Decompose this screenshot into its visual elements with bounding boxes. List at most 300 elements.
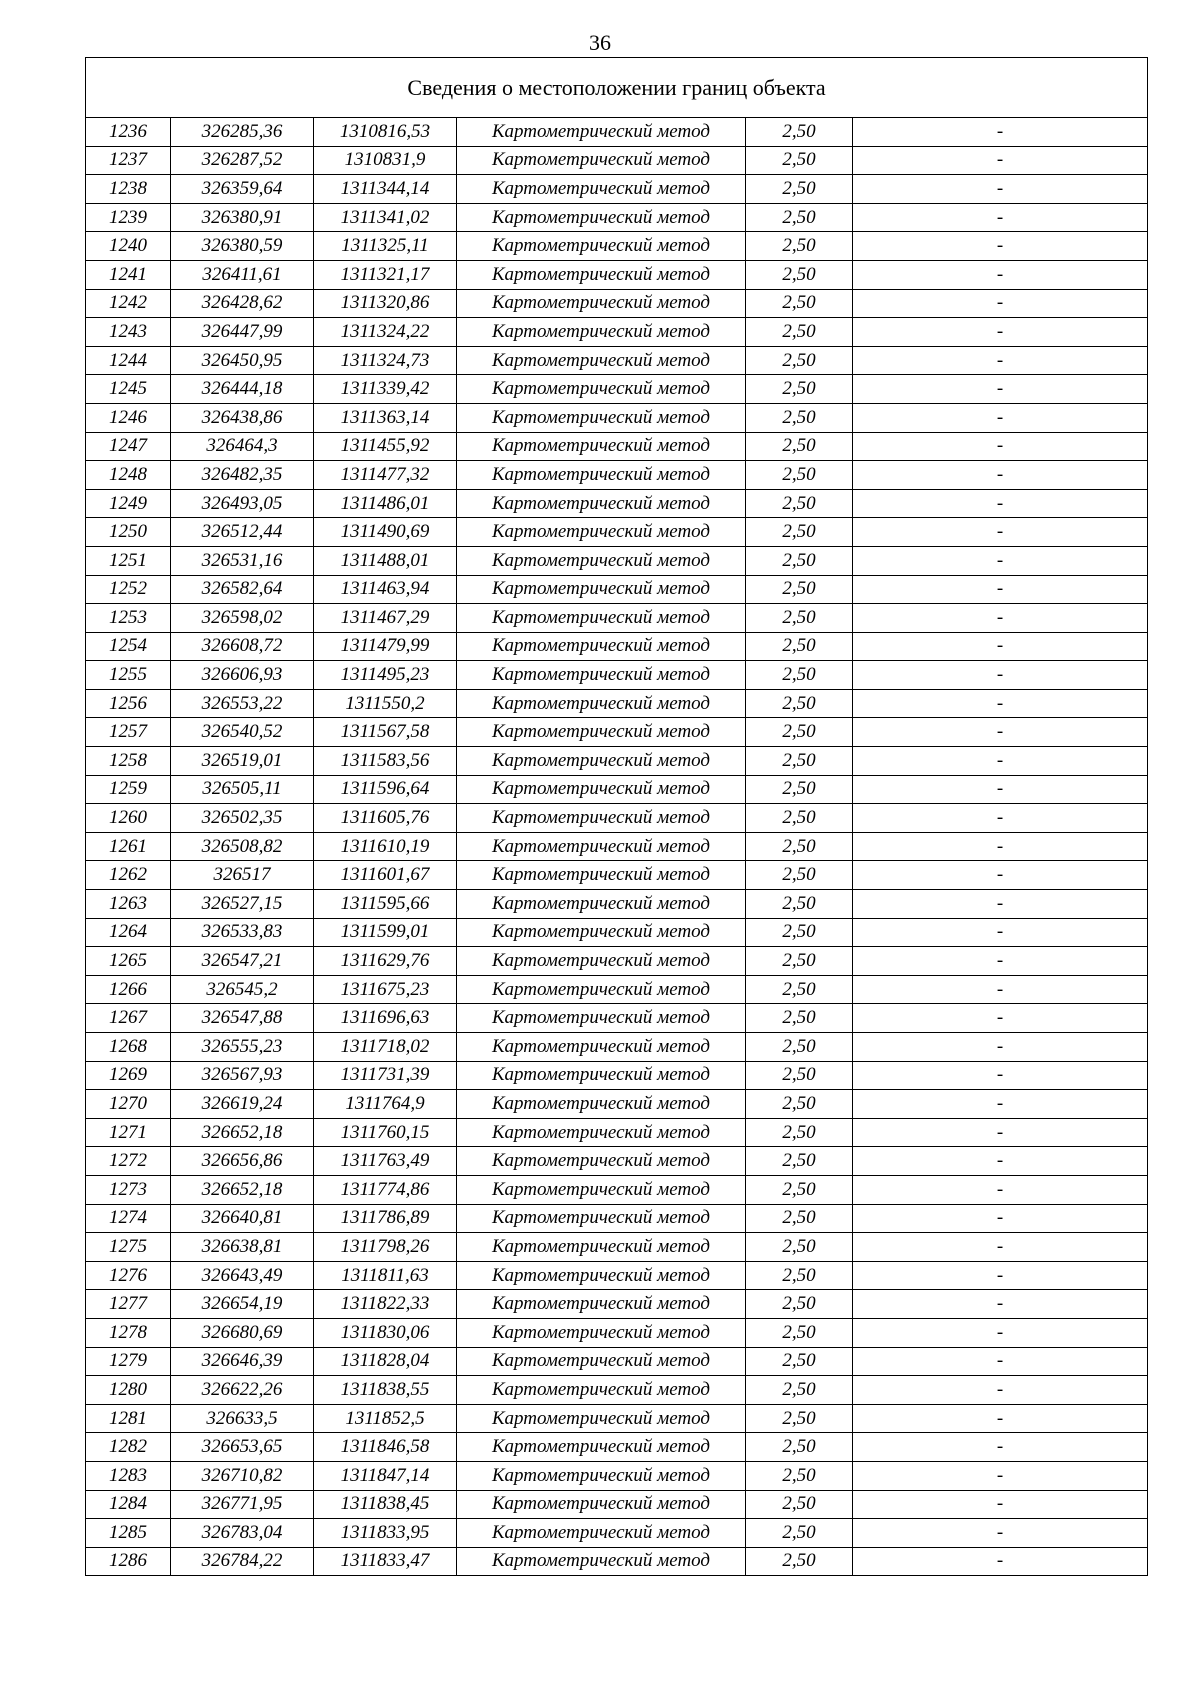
x-coordinate-cell: 326359,64: [171, 175, 314, 204]
method-cell: Картометрический метод: [457, 1347, 746, 1376]
method-cell: Картометрический метод: [457, 461, 746, 490]
accuracy-cell: 2,50: [746, 1404, 853, 1433]
point-number-cell: 1258: [86, 747, 171, 776]
method-cell: Картометрический метод: [457, 718, 746, 747]
accuracy-cell: 2,50: [746, 1261, 853, 1290]
point-number-cell: 1255: [86, 661, 171, 690]
y-coordinate-cell: 1311463,94: [314, 575, 457, 604]
method-cell: Картометрический метод: [457, 403, 746, 432]
description-cell: -: [853, 604, 1148, 633]
y-coordinate-cell: 1311798,26: [314, 1233, 457, 1262]
table-row: [86, 1547, 1148, 1576]
point-number-cell: 1250: [86, 518, 171, 547]
accuracy-cell: 2,50: [746, 604, 853, 633]
x-coordinate-cell: 326508,82: [171, 832, 314, 861]
x-coordinate-cell: 326547,21: [171, 947, 314, 976]
table-row: [86, 1318, 1148, 1347]
y-coordinate-cell: 1311567,58: [314, 718, 457, 747]
y-coordinate-cell: 1311486,01: [314, 489, 457, 518]
description-cell: -: [853, 146, 1148, 175]
x-coordinate-cell: 326527,15: [171, 890, 314, 919]
method-cell: Картометрический метод: [457, 1376, 746, 1405]
method-cell: Картометрический метод: [457, 1519, 746, 1548]
accuracy-cell: 2,50: [746, 1490, 853, 1519]
point-number-cell: 1275: [86, 1233, 171, 1262]
description-cell: -: [853, 461, 1148, 490]
accuracy-cell: 2,50: [746, 1318, 853, 1347]
point-number-cell: 1265: [86, 947, 171, 976]
description-cell: -: [853, 346, 1148, 375]
table-row: [86, 832, 1148, 861]
description-cell: -: [853, 918, 1148, 947]
point-number-cell: 1274: [86, 1204, 171, 1233]
accuracy-cell: 2,50: [746, 575, 853, 604]
x-coordinate-cell: 326582,64: [171, 575, 314, 604]
table-row: [86, 1061, 1148, 1090]
point-number-cell: 1264: [86, 918, 171, 947]
y-coordinate-cell: 1311596,64: [314, 775, 457, 804]
table-row: [86, 975, 1148, 1004]
accuracy-cell: 2,50: [746, 232, 853, 261]
point-number-cell: 1256: [86, 689, 171, 718]
table-row: [86, 146, 1148, 175]
point-number-cell: 1261: [86, 832, 171, 861]
x-coordinate-cell: 326598,02: [171, 604, 314, 633]
method-cell: Картометрический метод: [457, 632, 746, 661]
y-coordinate-cell: 1310831,9: [314, 146, 457, 175]
description-cell: -: [853, 518, 1148, 547]
point-number-cell: 1266: [86, 975, 171, 1004]
method-cell: Картометрический метод: [457, 604, 746, 633]
method-cell: Картометрический метод: [457, 747, 746, 776]
point-number-cell: 1248: [86, 461, 171, 490]
method-cell: Картометрический метод: [457, 232, 746, 261]
x-coordinate-cell: 326285,36: [171, 118, 314, 147]
x-coordinate-cell: 326505,11: [171, 775, 314, 804]
description-cell: -: [853, 1376, 1148, 1405]
y-coordinate-cell: 1311833,95: [314, 1519, 457, 1548]
table-title: Сведения о местоположении границ объекта: [86, 58, 1148, 118]
y-coordinate-cell: 1311550,2: [314, 689, 457, 718]
method-cell: Картометрический метод: [457, 1204, 746, 1233]
table-row: [86, 575, 1148, 604]
y-coordinate-cell: 1311838,55: [314, 1376, 457, 1405]
description-cell: -: [853, 1204, 1148, 1233]
x-coordinate-cell: 326654,19: [171, 1290, 314, 1319]
description-cell: -: [853, 775, 1148, 804]
accuracy-cell: 2,50: [746, 118, 853, 147]
y-coordinate-cell: 1311363,14: [314, 403, 457, 432]
method-cell: Картометрический метод: [457, 1147, 746, 1176]
description-cell: -: [853, 1175, 1148, 1204]
x-coordinate-cell: 326438,86: [171, 403, 314, 432]
y-coordinate-cell: 1311731,39: [314, 1061, 457, 1090]
point-number-cell: 1269: [86, 1061, 171, 1090]
table-row: [86, 918, 1148, 947]
x-coordinate-cell: 326287,52: [171, 146, 314, 175]
point-number-cell: 1257: [86, 718, 171, 747]
accuracy-cell: 2,50: [746, 1175, 853, 1204]
accuracy-cell: 2,50: [746, 1347, 853, 1376]
method-cell: Картометрический метод: [457, 518, 746, 547]
description-cell: -: [853, 203, 1148, 232]
y-coordinate-cell: 1311479,99: [314, 632, 457, 661]
table-row: [86, 1347, 1148, 1376]
description-cell: -: [853, 375, 1148, 404]
point-number-cell: 1281: [86, 1404, 171, 1433]
x-coordinate-cell: 326519,01: [171, 747, 314, 776]
description-cell: -: [853, 432, 1148, 461]
description-cell: -: [853, 1547, 1148, 1576]
method-cell: Картометрический метод: [457, 1433, 746, 1462]
table-row: [86, 718, 1148, 747]
y-coordinate-cell: 1311583,56: [314, 747, 457, 776]
accuracy-cell: 2,50: [746, 546, 853, 575]
point-number-cell: 1282: [86, 1433, 171, 1462]
point-number-cell: 1259: [86, 775, 171, 804]
point-number-cell: 1241: [86, 260, 171, 289]
x-coordinate-cell: 326653,65: [171, 1433, 314, 1462]
description-cell: -: [853, 632, 1148, 661]
table-row: [86, 890, 1148, 919]
x-coordinate-cell: 326380,59: [171, 232, 314, 261]
table-row: [86, 1433, 1148, 1462]
accuracy-cell: 2,50: [746, 975, 853, 1004]
y-coordinate-cell: 1310816,53: [314, 118, 457, 147]
y-coordinate-cell: 1311344,14: [314, 175, 457, 204]
method-cell: Картометрический метод: [457, 1404, 746, 1433]
table-row: [86, 1290, 1148, 1319]
table-row: [86, 1261, 1148, 1290]
x-coordinate-cell: 326710,82: [171, 1461, 314, 1490]
accuracy-cell: 2,50: [746, 1033, 853, 1062]
description-cell: -: [853, 1290, 1148, 1319]
table-row: [86, 461, 1148, 490]
point-number-cell: 1243: [86, 318, 171, 347]
y-coordinate-cell: 1311828,04: [314, 1347, 457, 1376]
y-coordinate-cell: 1311599,01: [314, 918, 457, 947]
description-cell: -: [853, 1090, 1148, 1119]
x-coordinate-cell: 326540,52: [171, 718, 314, 747]
accuracy-cell: 2,50: [746, 175, 853, 204]
table-row: [86, 1490, 1148, 1519]
description-cell: -: [853, 747, 1148, 776]
y-coordinate-cell: 1311488,01: [314, 546, 457, 575]
table-row: [86, 804, 1148, 833]
method-cell: Картометрический метод: [457, 289, 746, 318]
table-row: [86, 1004, 1148, 1033]
y-coordinate-cell: 1311774,86: [314, 1175, 457, 1204]
x-coordinate-cell: 326547,88: [171, 1004, 314, 1033]
point-number-cell: 1242: [86, 289, 171, 318]
table-row: [86, 232, 1148, 261]
point-number-cell: 1267: [86, 1004, 171, 1033]
x-coordinate-cell: 326464,3: [171, 432, 314, 461]
table-row: [86, 1147, 1148, 1176]
method-cell: Картометрический метод: [457, 1004, 746, 1033]
x-coordinate-cell: 326643,49: [171, 1261, 314, 1290]
x-coordinate-cell: 326502,35: [171, 804, 314, 833]
method-cell: Картометрический метод: [457, 1290, 746, 1319]
accuracy-cell: 2,50: [746, 1204, 853, 1233]
table-row: [86, 1461, 1148, 1490]
description-cell: -: [853, 232, 1148, 261]
boundary-table: [85, 57, 1148, 1576]
description-cell: -: [853, 1233, 1148, 1262]
x-coordinate-cell: 326622,26: [171, 1376, 314, 1405]
description-cell: -: [853, 661, 1148, 690]
point-number-cell: 1268: [86, 1033, 171, 1062]
table-row: [86, 1090, 1148, 1119]
table-row: [86, 432, 1148, 461]
y-coordinate-cell: 1311763,49: [314, 1147, 457, 1176]
point-number-cell: 1239: [86, 203, 171, 232]
description-cell: -: [853, 804, 1148, 833]
method-cell: Картометрический метод: [457, 1061, 746, 1090]
accuracy-cell: 2,50: [746, 375, 853, 404]
accuracy-cell: 2,50: [746, 832, 853, 861]
point-number-cell: 1270: [86, 1090, 171, 1119]
description-cell: -: [853, 890, 1148, 919]
point-number-cell: 1280: [86, 1376, 171, 1405]
accuracy-cell: 2,50: [746, 1061, 853, 1090]
x-coordinate-cell: 326512,44: [171, 518, 314, 547]
x-coordinate-cell: 326553,22: [171, 689, 314, 718]
description-cell: -: [853, 175, 1148, 204]
method-cell: Картометрический метод: [457, 575, 746, 604]
method-cell: Картометрический метод: [457, 118, 746, 147]
method-cell: Картометрический метод: [457, 661, 746, 690]
x-coordinate-cell: 326606,93: [171, 661, 314, 690]
accuracy-cell: 2,50: [746, 1290, 853, 1319]
accuracy-cell: 2,50: [746, 1004, 853, 1033]
description-cell: -: [853, 575, 1148, 604]
accuracy-cell: 2,50: [746, 289, 853, 318]
table-row: [86, 318, 1148, 347]
point-number-cell: 1236: [86, 118, 171, 147]
table-row: [86, 661, 1148, 690]
description-cell: -: [853, 861, 1148, 890]
point-number-cell: 1279: [86, 1347, 171, 1376]
accuracy-cell: 2,50: [746, 146, 853, 175]
description-cell: -: [853, 718, 1148, 747]
table-row: [86, 403, 1148, 432]
description-cell: -: [853, 489, 1148, 518]
point-number-cell: 1251: [86, 546, 171, 575]
method-cell: Картометрический метод: [457, 318, 746, 347]
point-number-cell: 1284: [86, 1490, 171, 1519]
y-coordinate-cell: 1311838,45: [314, 1490, 457, 1519]
y-coordinate-cell: 1311764,9: [314, 1090, 457, 1119]
point-number-cell: 1271: [86, 1118, 171, 1147]
method-cell: Картометрический метод: [457, 689, 746, 718]
method-cell: Картометрический метод: [457, 947, 746, 976]
x-coordinate-cell: 326784,22: [171, 1547, 314, 1576]
description-cell: -: [853, 1404, 1148, 1433]
point-number-cell: 1247: [86, 432, 171, 461]
method-cell: Картометрический метод: [457, 432, 746, 461]
y-coordinate-cell: 1311490,69: [314, 518, 457, 547]
table-row: [86, 1033, 1148, 1062]
x-coordinate-cell: 326656,86: [171, 1147, 314, 1176]
x-coordinate-cell: 326638,81: [171, 1233, 314, 1262]
accuracy-cell: 2,50: [746, 1118, 853, 1147]
y-coordinate-cell: 1311324,22: [314, 318, 457, 347]
description-cell: -: [853, 1490, 1148, 1519]
accuracy-cell: 2,50: [746, 432, 853, 461]
x-coordinate-cell: 326447,99: [171, 318, 314, 347]
table-row: [86, 747, 1148, 776]
accuracy-cell: 2,50: [746, 1090, 853, 1119]
y-coordinate-cell: 1311610,19: [314, 832, 457, 861]
table-row: [86, 546, 1148, 575]
x-coordinate-cell: 326771,95: [171, 1490, 314, 1519]
description-cell: -: [853, 318, 1148, 347]
method-cell: Картометрический метод: [457, 1490, 746, 1519]
method-cell: Картометрический метод: [457, 1461, 746, 1490]
method-cell: Картометрический метод: [457, 1090, 746, 1119]
point-number-cell: 1273: [86, 1175, 171, 1204]
point-number-cell: 1246: [86, 403, 171, 432]
description-cell: -: [853, 403, 1148, 432]
point-number-cell: 1260: [86, 804, 171, 833]
description-cell: -: [853, 118, 1148, 147]
table-row: [86, 260, 1148, 289]
description-cell: -: [853, 1519, 1148, 1548]
method-cell: Картометрический метод: [457, 346, 746, 375]
x-coordinate-cell: 326517: [171, 861, 314, 890]
method-cell: Картометрический метод: [457, 918, 746, 947]
accuracy-cell: 2,50: [746, 1433, 853, 1462]
method-cell: Картометрический метод: [457, 489, 746, 518]
table-title-row: [86, 58, 1148, 118]
description-cell: -: [853, 689, 1148, 718]
x-coordinate-cell: 326482,35: [171, 461, 314, 490]
method-cell: Картометрический метод: [457, 832, 746, 861]
description-cell: -: [853, 1118, 1148, 1147]
description-cell: -: [853, 1461, 1148, 1490]
description-cell: -: [853, 947, 1148, 976]
point-number-cell: 1263: [86, 890, 171, 919]
y-coordinate-cell: 1311601,67: [314, 861, 457, 890]
point-number-cell: 1252: [86, 575, 171, 604]
description-cell: -: [853, 975, 1148, 1004]
x-coordinate-cell: 326444,18: [171, 375, 314, 404]
accuracy-cell: 2,50: [746, 1376, 853, 1405]
description-cell: -: [853, 832, 1148, 861]
method-cell: Картометрический метод: [457, 546, 746, 575]
y-coordinate-cell: 1311846,58: [314, 1433, 457, 1462]
method-cell: Картометрический метод: [457, 1261, 746, 1290]
table-row: [86, 175, 1148, 204]
y-coordinate-cell: 1311341,02: [314, 203, 457, 232]
accuracy-cell: 2,50: [746, 918, 853, 947]
method-cell: Картометрический метод: [457, 146, 746, 175]
point-number-cell: 1283: [86, 1461, 171, 1490]
point-number-cell: 1254: [86, 632, 171, 661]
table-row: [86, 118, 1148, 147]
x-coordinate-cell: 326380,91: [171, 203, 314, 232]
table-row: [86, 1404, 1148, 1433]
accuracy-cell: 2,50: [746, 260, 853, 289]
y-coordinate-cell: 1311760,15: [314, 1118, 457, 1147]
description-cell: -: [853, 1261, 1148, 1290]
accuracy-cell: 2,50: [746, 1461, 853, 1490]
y-coordinate-cell: 1311629,76: [314, 947, 457, 976]
method-cell: Картометрический метод: [457, 775, 746, 804]
y-coordinate-cell: 1311339,42: [314, 375, 457, 404]
method-cell: Картометрический метод: [457, 375, 746, 404]
accuracy-cell: 2,50: [746, 689, 853, 718]
method-cell: Картометрический метод: [457, 890, 746, 919]
y-coordinate-cell: 1311718,02: [314, 1033, 457, 1062]
accuracy-cell: 2,50: [746, 661, 853, 690]
y-coordinate-cell: 1311467,29: [314, 604, 457, 633]
accuracy-cell: 2,50: [746, 775, 853, 804]
point-number-cell: 1286: [86, 1547, 171, 1576]
x-coordinate-cell: 326493,05: [171, 489, 314, 518]
x-coordinate-cell: 326608,72: [171, 632, 314, 661]
description-cell: -: [853, 289, 1148, 318]
description-cell: -: [853, 260, 1148, 289]
table-row: [86, 1519, 1148, 1548]
table-row: [86, 346, 1148, 375]
point-number-cell: 1278: [86, 1318, 171, 1347]
accuracy-cell: 2,50: [746, 747, 853, 776]
method-cell: Картометрический метод: [457, 1233, 746, 1262]
method-cell: Картометрический метод: [457, 1033, 746, 1062]
table-row: [86, 1376, 1148, 1405]
x-coordinate-cell: 326555,23: [171, 1033, 314, 1062]
table-row: [86, 604, 1148, 633]
table-row: [86, 518, 1148, 547]
accuracy-cell: 2,50: [746, 1147, 853, 1176]
table-row: [86, 1175, 1148, 1204]
description-cell: -: [853, 546, 1148, 575]
accuracy-cell: 2,50: [746, 403, 853, 432]
description-cell: -: [853, 1033, 1148, 1062]
table-row: [86, 689, 1148, 718]
description-cell: -: [853, 1061, 1148, 1090]
x-coordinate-cell: 326652,18: [171, 1175, 314, 1204]
point-number-cell: 1272: [86, 1147, 171, 1176]
x-coordinate-cell: 326640,81: [171, 1204, 314, 1233]
table-row: [86, 1204, 1148, 1233]
description-cell: -: [853, 1318, 1148, 1347]
point-number-cell: 1249: [86, 489, 171, 518]
point-number-cell: 1276: [86, 1261, 171, 1290]
method-cell: Картометрический метод: [457, 260, 746, 289]
point-number-cell: 1245: [86, 375, 171, 404]
y-coordinate-cell: 1311847,14: [314, 1461, 457, 1490]
x-coordinate-cell: 326533,83: [171, 918, 314, 947]
method-cell: Картометрический метод: [457, 1175, 746, 1204]
y-coordinate-cell: 1311811,63: [314, 1261, 457, 1290]
accuracy-cell: 2,50: [746, 861, 853, 890]
y-coordinate-cell: 1311320,86: [314, 289, 457, 318]
accuracy-cell: 2,50: [746, 318, 853, 347]
table-row: [86, 775, 1148, 804]
x-coordinate-cell: 326680,69: [171, 1318, 314, 1347]
accuracy-cell: 2,50: [746, 804, 853, 833]
method-cell: Картометрический метод: [457, 1318, 746, 1347]
table-row: [86, 1118, 1148, 1147]
accuracy-cell: 2,50: [746, 489, 853, 518]
x-coordinate-cell: 326531,16: [171, 546, 314, 575]
accuracy-cell: 2,50: [746, 632, 853, 661]
y-coordinate-cell: 1311833,47: [314, 1547, 457, 1576]
y-coordinate-cell: 1311595,66: [314, 890, 457, 919]
